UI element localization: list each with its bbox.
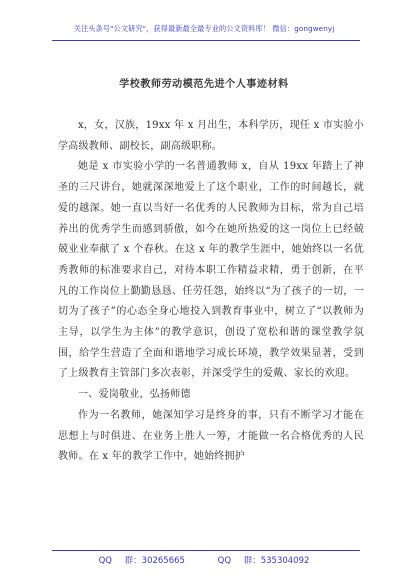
header-promo-note: 关注头条号"公文研究"，获得最新最全最专业的公文资料库！ 微信：gongwenyj: [73, 24, 335, 33]
document-title: 学校教师劳动模范先进个人事迹材料: [119, 79, 289, 90]
document-body: [58, 116, 364, 468]
footer-qq-group-1: QQ 群：30265665: [98, 556, 185, 566]
footer-contact: [0, 554, 408, 566]
header-divider: [52, 40, 360, 41]
footer-divider: [52, 550, 360, 551]
body-paragraph: x，女，汉族，19xx 年 x 月出生，本科学历，现任 x 市实验小学高级教师、副校长，副高级职称。: [58, 120, 364, 152]
section-heading: 一、爱岗敬业，弘扬师德: [78, 389, 191, 401]
footer-qq-group-2: QQ 群：535304092: [217, 556, 310, 566]
body-paragraph: 作为一名教师，她深知学习是终身的事，只有不断学习才能在思想上与时俱进、在业务上胜人一筹，才能做一名合格优秀的人民教师。在 x 年的教学工作中，她始终拥护: [58, 409, 364, 463]
body-paragraph: 她是 x 市实验小学的一名普通教师 x，自从 19xx 年踏上了神圣的三尺讲台，她就深深地爱上了这个职业，工作的时间越长，就爱的越深。她一直以当好一名优秀的人民教师为目标，常为自己培养出的优秀学生而感到骄傲，如今在她所热爱的这一岗位上已经兢兢业业奉献了 x 个春秋。在这 x 年的教学生涯中，她始终以一名优秀教师的标准要求自己，对待本职工作精益求精，勇于创新，在平凡的工作岗位上勤勤恳恳、任劳任怨，始终以“为了孩子的一切，一切为了孩子”的心态全身心地投入到教育事业中，树立了“以教师为主导，以学生为主体”的教学意识，创设了宽松和谐的课堂教学氛围，给学生营造了全面和谐地学习成长环境，教学效果显著，受到了上级教育主管部门多次表彰，并深受学生的爱戴、家长的欢迎。: [58, 161, 364, 380]
